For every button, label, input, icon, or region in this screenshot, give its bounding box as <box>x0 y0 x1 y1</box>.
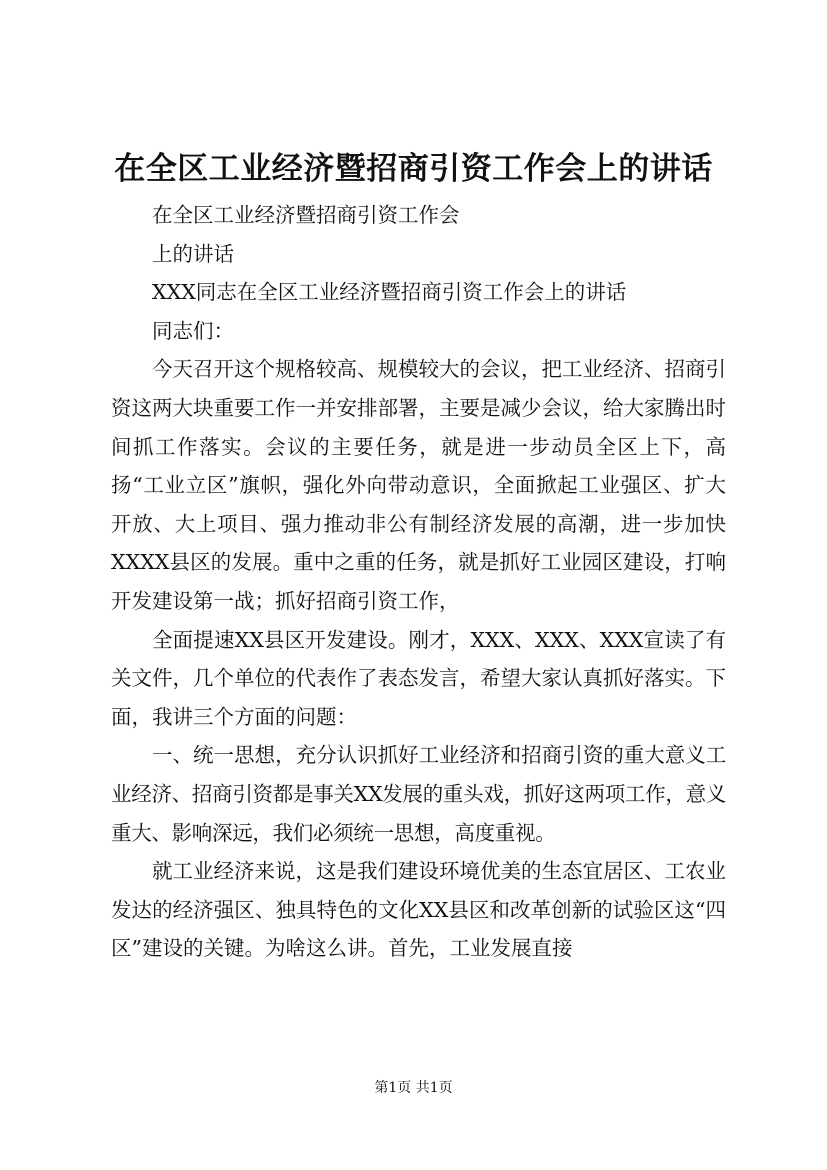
page-number: 第1页 共1页 <box>374 1080 453 1096</box>
paragraph-3: XXX同志在全区工业经济暨招商引资工作会上的讲话 <box>152 280 627 305</box>
salutation: 同志们： <box>152 318 234 343</box>
section-heading-1: 一、统一思想，充分认识抓好工业经济和招商引资的重大意义工业经济、招商引资都是事关XX发展的重头戏，抓好这两项工作，意义重大、影响深远，我们必须统一思想，高度重视。 <box>111 743 726 845</box>
paragraph-8: 就工业经济来说，这是我们建设环境优美的生态宜居区、工农业发达的经济强区、独具特色的文化XX县区和改革创新的试验区这“四区”建设的关键。为啥这么讲。首先，工业发展直接 <box>111 859 726 961</box>
paragraph-1: 在全区工业经济暨招商引资工作会 <box>152 203 460 227</box>
document-title: 在全区工业经济暨招商引资工作会上的讲话 <box>114 151 713 187</box>
paragraph-2: 上的讲话 <box>152 241 234 266</box>
paragraph-6: 全面提速XX县区开发建设。刚才，XXX、XXX、XXX宣读了有关文件，几个单位的代表作了表态发言，希望大家认真抓好落实。下面，我讲三个方面的问题： <box>111 627 726 729</box>
paragraph-5: 今天召开这个规格较高、规模较大的会议，把工业经济、招商引资这两大块重要工作一并安排部署，主要是减少会议，给大家腾出时间抓工作落实。会议的主要任务，就是进一步动员全区上下，高扬“工业立区”旗帜，强化外向带动意识，全面掀起工业强区、扩大开放、大上项目、强力推动非公有制经济发展的高潮，进一步加快XXXX县区的发展。重中之重的任务，就是抓好工业园区建设，打响开发建设第一战；抓好招商引资工作， <box>111 357 726 613</box>
document-body <box>111 196 726 968</box>
